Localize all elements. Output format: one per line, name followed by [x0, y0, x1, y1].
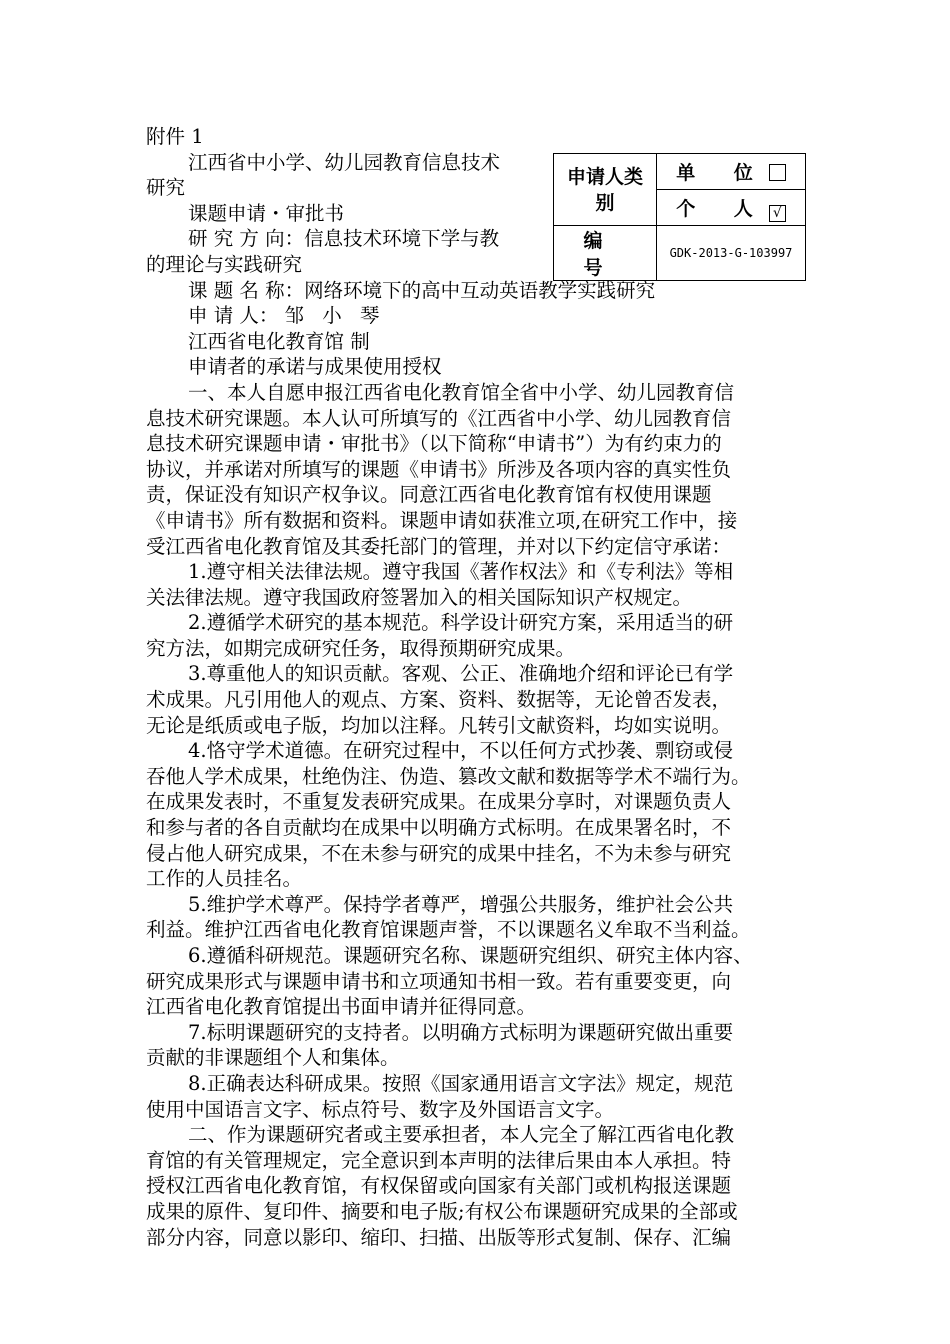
body-line: 究方法，如期完成研究任务，取得预期研究成果。 — [146, 636, 576, 660]
body-line: 8.正确表达科研成果。按照《国家通用语言文字法》规定，规范 — [188, 1071, 734, 1095]
document-title-line-1: 江西省中小学、幼儿园教育信息技术 — [188, 150, 501, 174]
individual-checkbox[interactable]: √ — [769, 205, 786, 222]
body-line: 研究成果形式与课题申请书和立项通知书相一致。若有重要变更，向 — [146, 969, 732, 993]
body-line: 责，保证没有知识产权争议。同意江西省电化教育馆有权使用课题 — [146, 483, 712, 507]
body-line: 部分内容，同意以影印、缩印、扫描、出版等形式复制、保存、汇编 — [146, 1225, 732, 1249]
body-line: 育馆的有关管理规定，完全意识到本声明的法律后果由本人承担。特 — [146, 1148, 732, 1172]
option-individual-cell — [657, 190, 806, 226]
body-line: 4.恪守学术道德。在研究过程中，不以任何方式抄袭、剽窃或侵 — [188, 739, 734, 763]
topic-label: 课 题 名 称： — [188, 278, 305, 302]
body-line: 息技术研究课题。本人认可所填写的《江西省中小学、幼儿园教育信 — [146, 406, 732, 430]
document-header — [146, 124, 556, 278]
code-label: 编 号 — [554, 226, 657, 281]
option-individual-label: 个 人 — [676, 197, 769, 220]
body-line: 授权江西省电化教育馆，有权保留或向国家有关部门或机构报送课题 — [146, 1174, 732, 1198]
body-line: 成果的原件、复印件、摘要和电子版;有权公布课题研究成果的全部或 — [146, 1199, 738, 1223]
body-line: 工作的人员挂名。 — [146, 867, 303, 891]
body-line: 息技术研究课题申请・审批书》（以下简称“申请书”）为有约束力的 — [146, 432, 722, 456]
research-direction-line-1 — [146, 226, 556, 252]
body-line: 侵占他人研究成果，不在未参与研究的成果中挂名，不为未参与研究 — [146, 841, 732, 865]
commitment-title: 申请者的承诺与成果使用授权 — [188, 355, 442, 379]
body-line: 江西省电化教育馆提出书面申请并征得同意。 — [146, 995, 537, 1019]
commitment-body — [146, 380, 806, 1250]
applicant-label: 申 请 人： — [188, 304, 279, 328]
topic-line — [146, 278, 806, 304]
research-direction-value: 信息技术环境下学与教 — [304, 227, 500, 251]
applicant-info-table — [553, 153, 806, 281]
body-line: 3.尊重他人的知识贡献。客观、公正、准确地介绍和评论已有学 — [188, 662, 734, 686]
topic-value: 网络环境下的高中互动英语教学实践研究 — [304, 278, 656, 302]
body-line: 关法律法规。遵守我国政府签署加入的相关国际知识产权规定。 — [146, 585, 693, 609]
document-title-line-2: 研究 — [146, 176, 186, 200]
body-line: 利益。维护江西省电化教育馆课题声誉，不以课题名义牟取不当利益。 — [146, 918, 751, 942]
body-line: 吞他人学术成果，杜绝伪注、伪造、篡改文献和数据等学术不端行为。 — [146, 764, 751, 788]
applicant-value: 邹 小 琴 — [284, 304, 386, 328]
applicant-type-label: 申请人类别 — [554, 154, 657, 226]
body-line: 和参与者的各自贡献均在成果中以明确方式标明。在成果署名时，不 — [146, 816, 732, 840]
body-line: 术成果。凡引用他人的观点、方案、资料、数据等，无论曾否发表， — [146, 688, 732, 712]
issuer: 江西省电化教育馆 制 — [188, 329, 370, 353]
option-unit-label: 单 位 — [676, 162, 769, 184]
option-unit-cell — [657, 154, 806, 190]
body-line: 6.遵循科研规范。课题研究名称、课题研究组织、研究主体内容、 — [188, 944, 753, 967]
body-line: 2.遵循学术研究的基本规范。科学设计研究方案，采用适当的研 — [188, 611, 734, 635]
document-page — [146, 124, 806, 1250]
applicant-line — [146, 303, 806, 329]
body-line: 使用中国语言文字、标点符号、数字及外国语言文字。 — [146, 1097, 615, 1121]
body-line: 在成果发表时，不重复发表研究成果。在成果分享时，对课题负责人 — [146, 790, 732, 814]
body-line: 一、本人自愿申报江西省电化教育馆全省中小学、幼儿园教育信 — [188, 380, 735, 404]
body-line: 《申请书》所有数据和资料。课题申请如获准立项,在研究工作中，接 — [146, 508, 738, 532]
form-title: 课题申请・审批书 — [188, 201, 345, 225]
code-value: GDK-2013-G-103997 — [657, 226, 806, 281]
research-direction-line-2: 的理论与实践研究 — [146, 252, 303, 276]
research-direction-label: 研 究 方 向： — [188, 227, 305, 251]
body-line: 受江西省电化教育馆及其委托部门的管理，并对以下约定信守承诺： — [146, 534, 732, 558]
body-line: 二、作为课题研究者或主要承担者，本人完全了解江西省电化教 — [188, 1123, 735, 1147]
body-line: 贡献的非课题组个人和集体。 — [146, 1046, 400, 1070]
body-line: 5.维护学术尊严。保持学者尊严，增强公共服务，维护社会公共 — [188, 892, 734, 916]
body-line: 1.遵守相关法律法规。遵守我国《著作权法》和《专利法》等相 — [188, 560, 734, 584]
unit-checkbox[interactable] — [769, 164, 786, 181]
attachment-label: 附件 1 — [146, 125, 204, 148]
body-line: 7.标明课题研究的支持者。以明确方式标明为课题研究做出重要 — [188, 1020, 734, 1044]
body-line: 无论是纸质或电子版，均加以注释。凡转引文献资料，均如实说明。 — [146, 713, 732, 737]
body-line: 协议，并承诺对所填写的课题《申请书》所涉及各项内容的真实性负 — [146, 457, 732, 481]
